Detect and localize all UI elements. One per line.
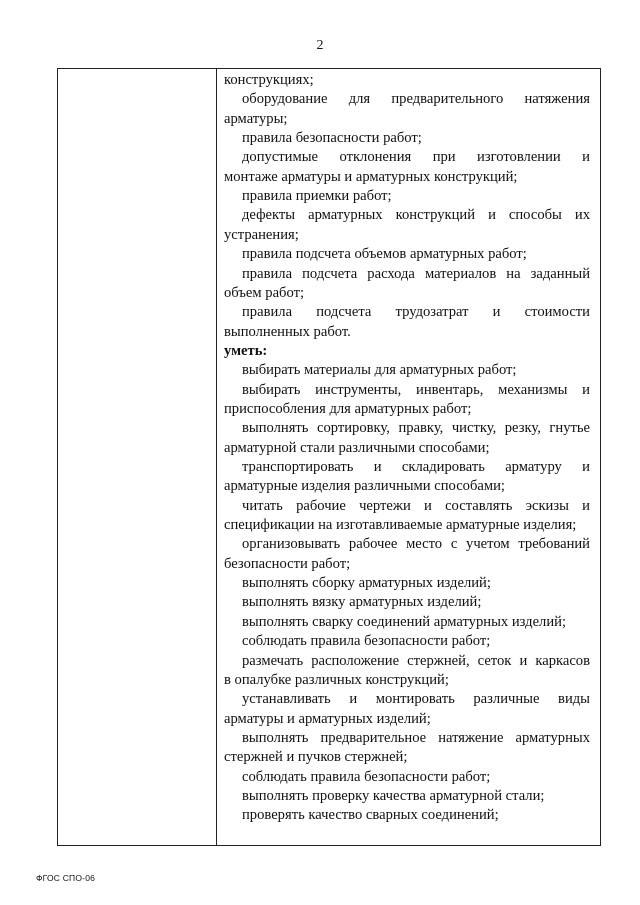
text-line: читать рабочие чертежи и составлять эскизы и	[242, 497, 590, 514]
text-line: оборудование для предварительного натяжения	[242, 91, 590, 108]
text-line: выполнять вязку арматурных изделий;	[242, 594, 482, 611]
text-line: соблюдать правила безопасности работ;	[242, 768, 491, 785]
text-line: правила подсчета расхода материалов на заданный	[242, 265, 590, 282]
content-table	[57, 68, 601, 846]
text-line: приспособления для арматурных работ;	[224, 400, 472, 417]
text-line: транспортировать и складировать арматуру и	[242, 459, 590, 475]
text-line: арматуры и арматурных изделий;	[224, 710, 431, 727]
text-line: безопасности работ;	[224, 555, 351, 572]
text-line: арматурные изделия различными способами;	[224, 478, 505, 495]
text-line: правила безопасности работ;	[242, 130, 422, 147]
text-line: стержней и пучков стержней;	[224, 749, 408, 766]
footer-label: ФГОС СПО-06	[36, 873, 96, 883]
text-line: правила приемки работ;	[242, 188, 392, 205]
text-line: правила подсчета трудозатрат и стоимости	[242, 304, 590, 321]
text-line: правила подсчета объемов арматурных работ;	[242, 246, 527, 263]
text-line: объем работ;	[224, 284, 305, 301]
text-line: выбирать инструменты, инвентарь, механизмы и	[242, 381, 590, 398]
text-line: спецификации на изготавливаемые арматурные изделия;	[224, 517, 577, 534]
text-line: монтаже арматуры и арматурных конструкций;	[224, 168, 518, 185]
text-line: выполненных работ.	[224, 323, 351, 340]
text-line: выполнять сварку соединений арматурных изделий;	[242, 613, 567, 630]
text-line: дефекты арматурных конструкций и способы их	[242, 207, 590, 224]
text-line: размечать расположение стержней, сеток и каркасов	[242, 652, 590, 669]
text-line: выбирать материалы для арматурных работ;	[242, 362, 517, 379]
text-line: допустимые отклонения при изготовлении и	[242, 149, 590, 166]
text-line: арматурной стали различными способами;	[224, 439, 490, 456]
text-line: в опалубке различных конструкций;	[224, 671, 449, 688]
text-line: выполнять сортировку, правку, чистку, резку, гнутье	[242, 420, 590, 437]
text-line: выполнять сборку арматурных изделий;	[242, 575, 491, 592]
page-number: 2	[316, 38, 324, 53]
table-left-column	[58, 69, 217, 845]
text-line: организовывать рабочее место с учетом требований	[242, 536, 590, 553]
text-line: выполнять проверку качества арматурной стали;	[242, 787, 545, 804]
table-right-column	[217, 69, 601, 845]
text-line: устанавливать и монтировать различные виды	[242, 691, 590, 708]
text-line: проверять качество сварных соединений;	[242, 807, 499, 824]
text-lines	[217, 69, 601, 845]
text-line: арматуры;	[224, 110, 288, 127]
text-line: устранения;	[224, 226, 299, 243]
text-line: выполнять предварительное натяжение арматурных	[242, 729, 590, 746]
text-line: конструкциях;	[224, 72, 314, 88]
section-heading: уметь:	[224, 342, 268, 359]
text-line: соблюдать правила безопасности работ;	[242, 633, 491, 650]
